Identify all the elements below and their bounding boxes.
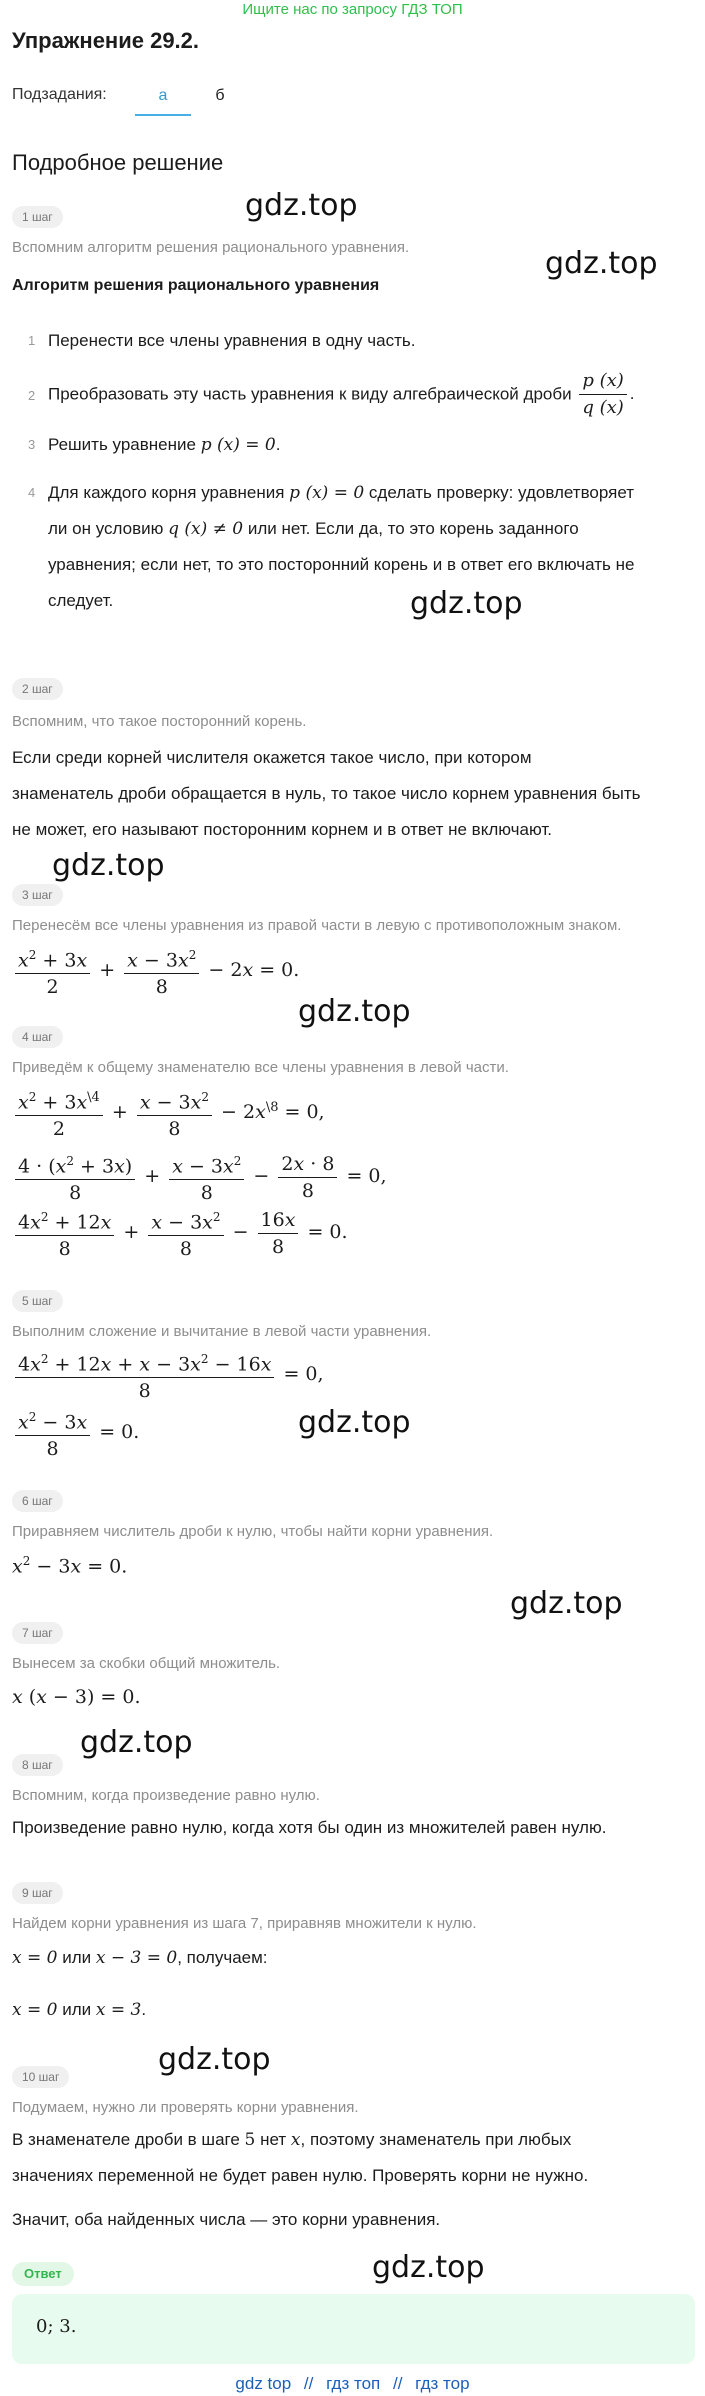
step-hint: Приравняем числитель дроби к нулю, чтобы найти корни уравнения. (12, 1523, 494, 1540)
list-text-part: Преобразовать эту часть уравнения к виду алгебраической дроби (48, 384, 572, 404)
text-word: нет (260, 2130, 287, 2149)
section-title: Подробное решение (12, 150, 224, 175)
step-hint: Вынесем за скобки общий множитель. (12, 1655, 281, 1672)
list-text-part: ли он условию (48, 519, 164, 538)
footer-separator: // (392, 2374, 403, 2393)
list-number: 1 (28, 333, 36, 348)
step-hint: Перенесём все члены уравнения из правой части в левую с противоположным знаком. (12, 917, 622, 934)
equation: $\frac{x^2 + 3x}{2}$ + $\frac{x - 3x^2}{8}$ − 2x = 0. (12, 942, 299, 1000)
watermark: gdz.top (245, 188, 358, 223)
list-text-part: следует. (48, 591, 114, 610)
step-hint: Приведём к общему знаменателю все члены уравнения в левой части. (12, 1059, 509, 1076)
text-line: Значит, оба найденных числа — это корни уравнения. (12, 2210, 441, 2229)
step-badge: 6 шаг (12, 1490, 63, 1512)
list-text-part: уравнения; если нет, то это посторонний корень и в ответ его включать не (48, 555, 635, 574)
equation: $\frac{x^2 + 3x^{\backslash 4}}{2}$ + $\frac{x - 3x^2}{8}$ − $2x^{\backslash 8} = 0$, (12, 1084, 325, 1142)
watermark: gdz.top (80, 1725, 193, 1760)
text-word: , получаем: (177, 1948, 268, 1967)
watermark: gdz.top (545, 246, 658, 281)
page-title: Упражнение 29.2. (12, 28, 200, 53)
equation: x (x − 3) = 0. (12, 1686, 141, 1708)
tab-a[interactable]: а (135, 82, 191, 116)
list-number: 2 (28, 388, 36, 403)
footer-links (0, 2374, 705, 2394)
list-number: 3 (28, 437, 36, 452)
list-text: Преобразовать эту часть уравнения к виду алгебраической дроби $\frac{p (x)}{q (x)}$ . (48, 368, 698, 421)
step-badge: 2 шаг (12, 678, 63, 700)
text-line: знаменатель дроби обращается в нуль, то такое число корнем уравнения быть (12, 784, 641, 803)
step-hint: Вспомним, когда произведение равно нулю. (12, 1787, 320, 1804)
promo-banner[interactable]: Ищите нас по запросу ГДЗ ТОП (242, 1, 463, 18)
list-item (28, 427, 698, 463)
list-text: Решить уравнение p (x) = 0. (48, 435, 281, 455)
watermark: gdz.top (298, 994, 411, 1029)
equation: $\frac{x^2 - 3x}{8}$ = 0. (12, 1404, 139, 1462)
text-line: Если среди корней числителя окажется такое число, при котором (12, 748, 532, 767)
text-line: Произведение равно нулю, когда хотя бы один из множителей равен нулю. (12, 1818, 607, 1837)
step-badge: 1 шаг (12, 206, 63, 228)
watermark: gdz.top (510, 1586, 623, 1621)
footer-link[interactable]: гдз топ (326, 2374, 381, 2393)
step-hint: Вспомним алгоритм решения рационального уравнения. (12, 239, 410, 256)
watermark: gdz.top (158, 2042, 271, 2077)
list-text: Для каждого корня уравнения p (x) = 0 сделать проверку: удовлетворяет ли он условию q (x) ≠ 0 или нет. Если да, то это корень заданного уравнения; если нет, то это посторонний корень и в ответ его включать не следует. (48, 483, 635, 610)
list-text-part: или нет. Если да, то это корень заданного (247, 519, 579, 538)
equation: $\frac{4x^2 + 12x + x - 3x^2 - 16x}{8}$ = 0, (12, 1346, 324, 1404)
list-text-part: сделать проверку: удовлетворяет (368, 483, 635, 502)
fraction-p-over-q: $\frac{p (x)}{q (x)}$ (579, 368, 626, 421)
step-hint: Найдем корни уравнения из шага 7, приравняв множители к нулю. (12, 1915, 477, 1932)
step-badge: 10 шаг (12, 2066, 69, 2088)
answer-value: 0; 3. (36, 2316, 77, 2337)
step-hint: Подумаем, нужно ли проверять корни уравнения. (12, 2099, 359, 2116)
list-item (28, 368, 698, 424)
step-badge: 4 шаг (12, 1026, 63, 1048)
answer-badge: Ответ (12, 2262, 74, 2286)
text-word: В знаменателе дроби в шаге (12, 2130, 240, 2149)
list-item (28, 475, 698, 625)
footer-link[interactable]: gdz top (235, 2374, 292, 2393)
step-text (12, 740, 692, 848)
list-item (28, 323, 698, 359)
list-text-part: Для каждого корня уравнения (48, 483, 285, 502)
footer-link[interactable]: гдз тор (415, 2374, 470, 2393)
watermark: gdz.top (410, 586, 523, 621)
step-hint: Вспомним, что такое посторонний корень. (12, 713, 307, 730)
text-line: не может, его называют посторонним корнем и в ответ не включают. (12, 820, 552, 839)
step-text: В знаменателе дроби в шаге 5 нет x, поэтому знаменатель при любых значениях переменной не будет равен нулю. Проверять корни не нужно. (12, 2130, 589, 2185)
text-word: или (62, 2000, 92, 2019)
step-hint: Выполним сложение и вычитание в левой части уравнения. (12, 1323, 432, 1340)
step-text (12, 1810, 692, 1846)
text-line: значениях переменной не будет равен нулю. Проверять корни не нужно. (12, 2166, 589, 2185)
algorithm-heading: Алгоритм решения рационального уравнения (12, 277, 380, 294)
step-badge: 8 шаг (12, 1754, 63, 1776)
step-badge: 5 шаг (12, 1290, 63, 1312)
list-number: 4 (28, 485, 36, 500)
watermark: gdz.top (372, 2250, 485, 2285)
subtasks-label: Подзадания: (12, 86, 107, 103)
footer-separator: // (303, 2374, 314, 2393)
equation: $\frac{4x^2 + 12x}{8}$ + $\frac{x - 3x^2}{8}$ − $\frac{16x}{8}$ = 0. (12, 1204, 348, 1262)
equation: $\frac{4 \cdot (x^2 + 3x)}{8}$ + $\frac{x - 3x^2}{8}$ − $\frac{2x \cdot 8}{8}$ = 0, (12, 1148, 387, 1206)
step-badge: 7 шаг (12, 1622, 63, 1644)
watermark: gdz.top (298, 1405, 411, 1440)
step-text (12, 2202, 692, 2238)
tab-b[interactable]: б (215, 87, 225, 104)
step-badge: 3 шаг (12, 884, 63, 906)
answer-box (12, 2294, 695, 2364)
step-text: x = 0 или x = 3. (12, 2000, 147, 2020)
step-text: x = 0 или x − 3 = 0, получаем: (12, 1948, 268, 1968)
equation: $x^2 - 3x = 0$. (12, 1554, 128, 1578)
watermark: gdz.top (52, 848, 165, 883)
subtasks-row (12, 82, 702, 116)
list-text-part: Решить уравнение (48, 435, 196, 454)
step-badge: 9 шаг (12, 1882, 63, 1904)
text-word: или (62, 1948, 92, 1967)
list-text: Перенести все члены уравнения в одну часть. (48, 331, 416, 350)
text-word: , поэтому знаменатель при любых (300, 2130, 572, 2149)
